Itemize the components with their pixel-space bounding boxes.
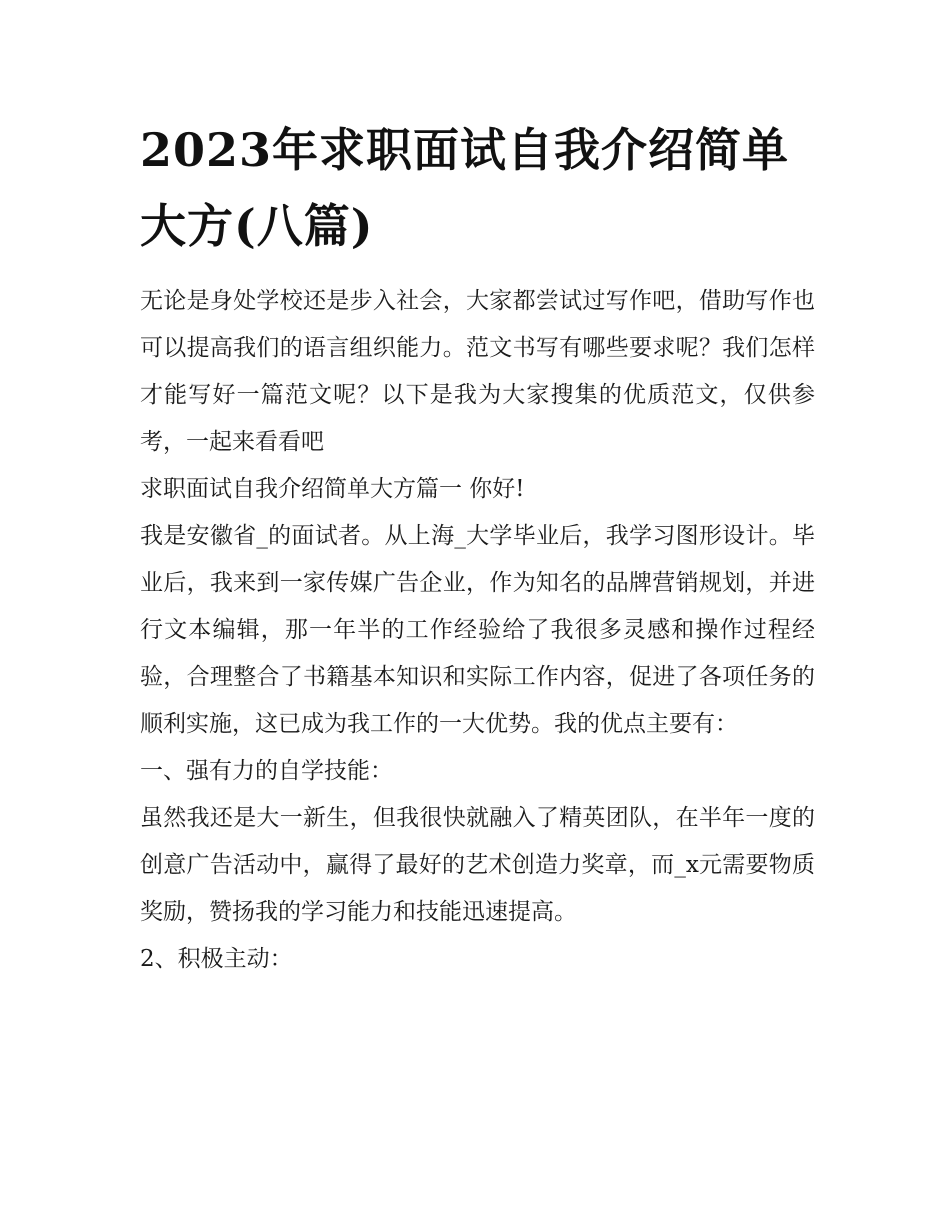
- section-heading-1: 求职面试自我介绍简单大方篇一 你好!: [140, 476, 525, 502]
- body-paragraph: 虽然我还是大一新生，但我很快就融入了精英团队，在半年一度的创意广告活动中，赢得了最好的艺术创造力奖章，而_x元需要物质奖励，赞扬我的学习能力和技能迅速提高。: [140, 805, 815, 925]
- list-heading-1: 一、强有力的自学技能：: [140, 758, 393, 784]
- intro-paragraph: 无论是身处学校还是步入社会，大家都尝试过写作吧，借助写作也可以提高我们的语言组织能力。范文书写有哪些要求呢？我们怎样才能写好一篇范文呢？以下是我为大家搜集的优质范文，仅供参考，一起来看看吧: [140, 288, 815, 455]
- document-title: 2023年求职面试自我介绍简单大方(八篇): [140, 123, 790, 253]
- body-paragraph: 我是安徽省_的面试者。从上海_大学毕业后，我学习图形设计。毕业后，我来到一家传媒广告企业，作为知名的品牌营销规划，并进行文本编辑，那一年半的工作经验给了我很多灵感和操作过程经验，合理整合了书籍基本知识和实际工作内容，促进了各项任务的顺利实施，这已成为我工作的一大优势。我的优点主要有：: [140, 523, 815, 737]
- document-body: [140, 278, 815, 983]
- list-heading-2: 2、积极主动：: [140, 946, 293, 972]
